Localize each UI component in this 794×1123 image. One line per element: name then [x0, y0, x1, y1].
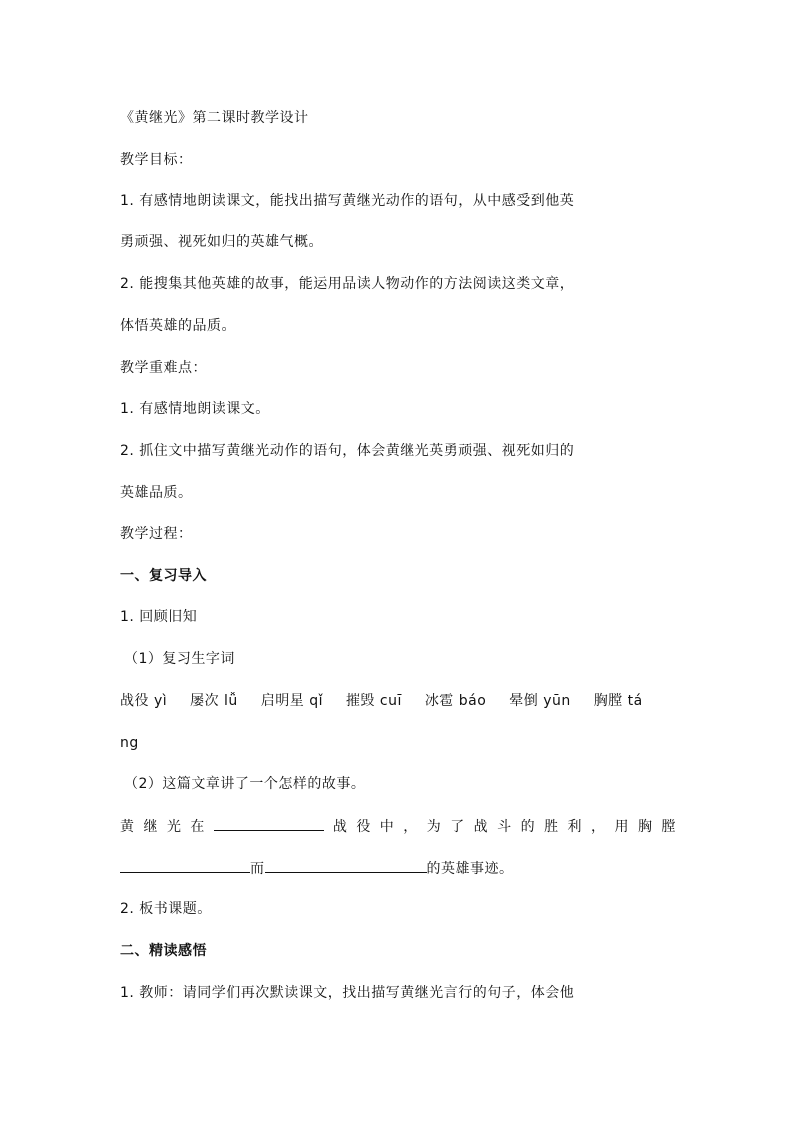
fill-blank-line-2: 而 的英雄事迹。 — [120, 858, 676, 879]
sub-item-2: （2）这篇文章讲了一个怎样的故事。 — [124, 776, 366, 792]
document-title: 《黄继光》第二课时教学设计 — [120, 110, 309, 126]
sub-item-1: （1）复习生字词 — [124, 651, 235, 667]
vocab-item: 晕倒 yūn — [509, 693, 571, 709]
goal-1-line-1: 1. 有感情地朗读课文，能找出描写黄继光动作的语句，从中感受到他英 — [120, 193, 575, 209]
goal-2-line-1: 2. 能搜集其他英雄的故事，能运用品读人物动作的方法阅读这类文章， — [120, 276, 575, 292]
vocab-item: 屡次 lǚ — [190, 693, 238, 709]
process-heading: 教学过程： — [120, 526, 193, 542]
keypoints-heading: 教学重难点： — [120, 360, 207, 376]
goal-2-line-2: 体悟英雄的品质。 — [120, 318, 236, 334]
vocab-item: 战役 yì — [120, 693, 168, 709]
vocab-item: 摧毁 cuī — [345, 693, 402, 709]
answer-blank[interactable] — [214, 816, 324, 831]
goal-1-line-2: 勇顽强、视死如归的英雄气概。 — [120, 234, 323, 250]
answer-blank[interactable] — [265, 858, 427, 873]
vocab-item: 胸膛 tá — [593, 693, 643, 709]
keypoint-1: 1. 有感情地朗读课文。 — [120, 401, 270, 417]
step-2: 2. 板书课题。 — [120, 901, 212, 917]
answer-blank[interactable] — [120, 858, 250, 873]
step-1: 1. 回顾旧知 — [120, 609, 198, 625]
goals-heading: 教学目标： — [120, 152, 193, 168]
section-2-heading: 二、精读感悟 — [120, 943, 207, 959]
vocab-wrap: ng — [120, 735, 139, 751]
keypoint-2-line-1: 2. 抓住文中描写黄继光动作的语句，体会黄继光英勇顽强、视死如归的 — [120, 443, 575, 459]
section-1-heading: 一、复习导入 — [120, 568, 207, 584]
keypoint-2-line-2: 英雄品质。 — [120, 485, 193, 501]
vocab-list — [120, 691, 676, 711]
vocab-item: 启明星 qǐ — [260, 693, 323, 709]
fill-blank-line-1: 黄 继 光 在 战 役 中 ， 为 了 战 斗 的 胜 利 ， 用 胸 膛 — [120, 816, 676, 837]
teacher-instruction: 1. 教师：请同学们再次默读课文，找出描写黄继光言行的句子，体会他 — [120, 985, 575, 1001]
vocab-item: 冰雹 báo — [424, 693, 487, 709]
